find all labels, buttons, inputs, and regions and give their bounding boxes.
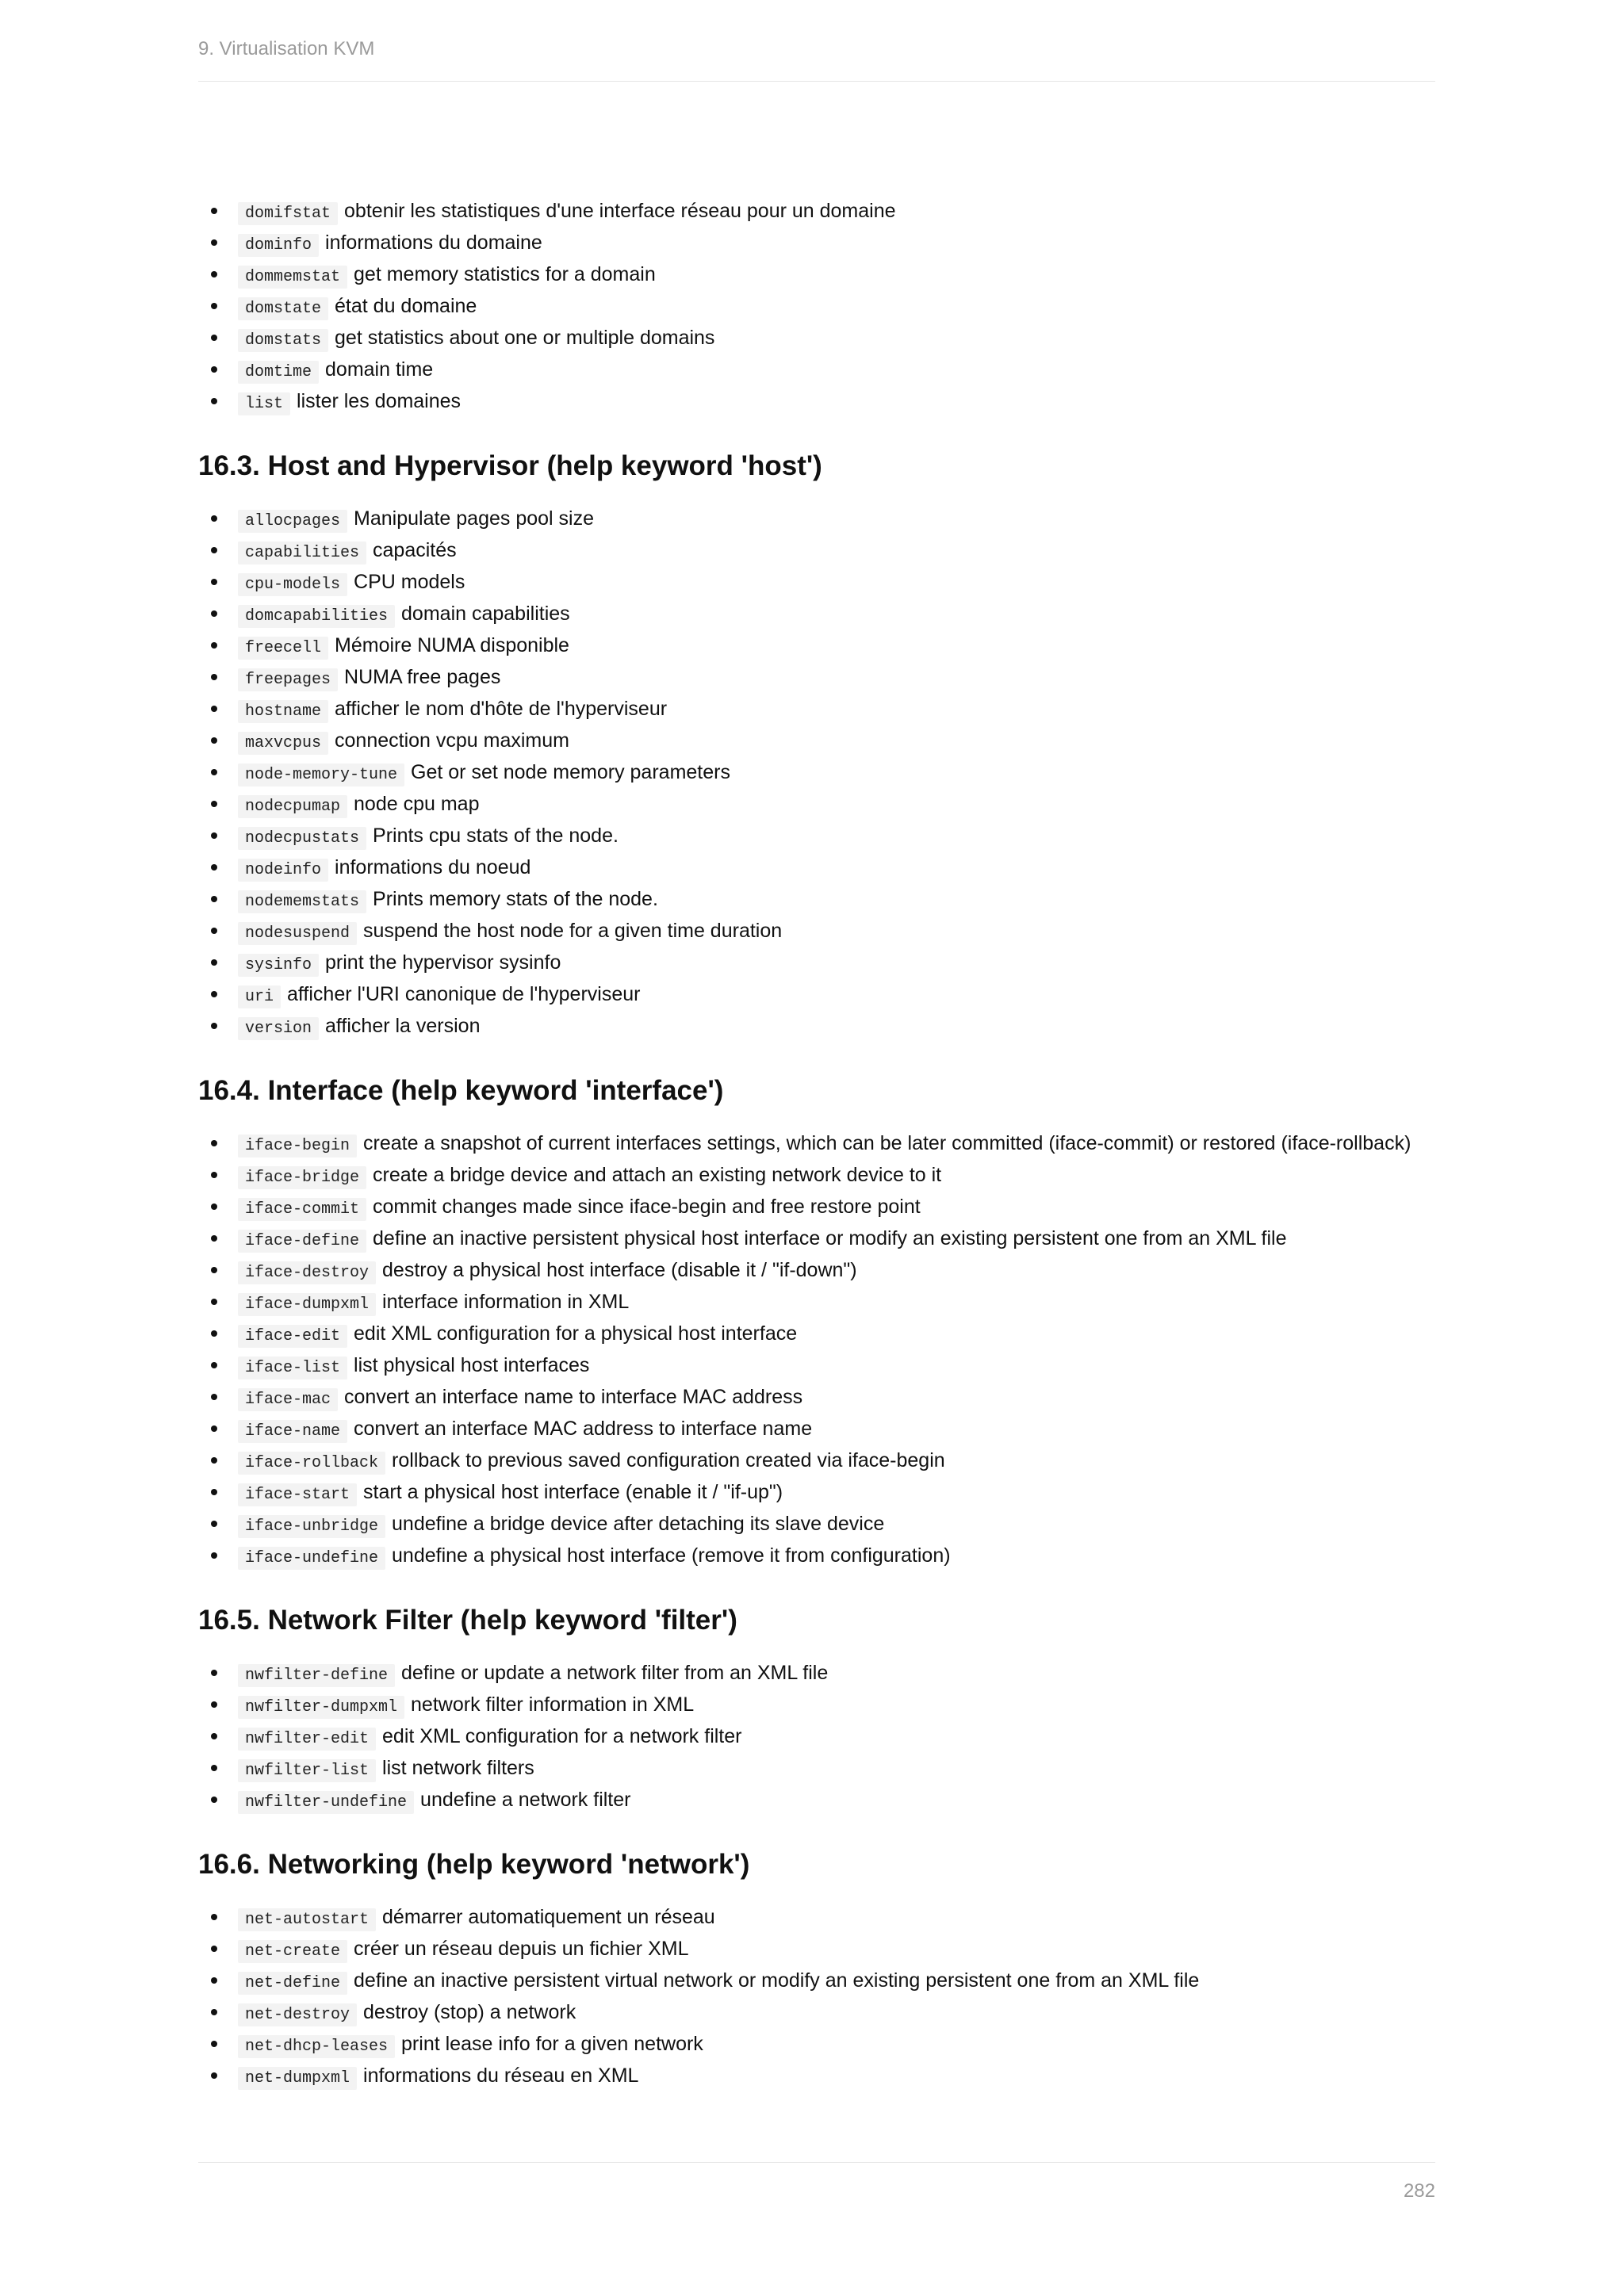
command-list [198,503,1435,1042]
command-description: lister les domaines [297,390,462,412]
list-item [198,756,1435,788]
command-name: hostname [238,700,328,723]
list-item [198,915,1435,947]
command-name: domifstat [238,202,338,225]
list-item [198,1657,1435,1689]
list-item [198,1159,1435,1191]
command-name: dominfo [238,234,319,257]
list-item [198,290,1435,322]
command-description: create a snapshot of current interfaces settings, which can be later committed (iface-commit) or restored (iface-rollback) [363,1132,1411,1154]
list-item [198,725,1435,756]
list-item [198,1286,1435,1318]
list-item [198,661,1435,693]
command-name: dommemstat [238,266,347,289]
list-item [198,1349,1435,1381]
command-name: iface-dumpxml [238,1293,376,1316]
command-name: capabilities [238,541,366,564]
command-name: iface-unbridge [238,1515,385,1538]
list-item [198,1191,1435,1223]
command-description: Mémoire NUMA disponible [335,634,569,656]
command-name: net-create [238,1940,347,1963]
command-description: afficher le nom d'hôte de l'hyperviseur [335,698,668,720]
command-name: sysinfo [238,954,319,977]
list-item [198,258,1435,290]
command-description: Get or set node memory parameters [411,761,730,783]
command-name: iface-list [238,1357,347,1380]
command-description: list network filters [382,1757,534,1779]
command-name: nodememstats [238,890,366,913]
command-description: destroy a physical host interface (disable it / "if-down") [382,1259,857,1281]
list-item [198,1318,1435,1349]
command-description: network filter information in XML [411,1693,695,1716]
command-name: nodecpumap [238,795,347,818]
document-body [198,195,1435,2091]
command-name: iface-bridge [238,1166,366,1189]
list-item [198,1689,1435,1720]
list-item [198,1445,1435,1476]
command-description: convert an interface name to interface MAC address [344,1386,803,1408]
command-name: node-memory-tune [238,763,404,786]
command-description: destroy (stop) a network [363,2001,576,2023]
list-item [198,534,1435,566]
section-heading: 16.4. Interface (help keyword 'interface') [198,1075,724,1106]
command-name: freecell [238,637,328,660]
command-description: get memory statistics for a domain [354,263,656,285]
command-description: suspend the host node for a given time duration [363,920,783,942]
command-name: maxvcpus [238,732,328,755]
command-name: iface-start [238,1483,357,1506]
list-item [198,1010,1435,1042]
list-item [198,1254,1435,1286]
command-description: informations du réseau en XML [363,2064,639,2087]
command-description: interface information in XML [382,1291,630,1313]
command-name: iface-mac [238,1388,338,1411]
command-description: connection vcpu maximum [335,729,569,752]
command-description: print the hypervisor sysinfo [325,951,561,974]
command-description: informations du noeud [335,856,531,878]
list-item [198,693,1435,725]
list-item [198,2060,1435,2091]
command-name: cpu-models [238,573,347,596]
command-name: freepages [238,668,338,691]
chapter-title: 9. Virtualisation KVM [198,38,375,59]
command-name: nodecpustats [238,827,366,850]
command-description: créer un réseau depuis un fichier XML [354,1938,689,1960]
command-description: domain capabilities [401,603,570,625]
list-item [198,1752,1435,1784]
command-description: list physical host interfaces [354,1354,590,1376]
command-description: Manipulate pages pool size [354,507,595,530]
list-item [198,788,1435,820]
command-name: uri [238,985,281,1008]
page-number: 282 [1403,2180,1435,2202]
command-name: iface-rollback [238,1452,385,1475]
list-item [198,1381,1435,1413]
command-description: undefine a physical host interface (remove it from configuration) [392,1544,951,1567]
list-item [198,1540,1435,1571]
command-description: undefine a bridge device after detaching its slave device [392,1513,885,1535]
command-name: iface-commit [238,1198,366,1221]
command-name: iface-define [238,1230,366,1253]
command-name: domcapabilities [238,605,395,628]
command-description: create a bridge device and attach an existing network device to it [373,1164,942,1186]
list-item [198,1784,1435,1816]
command-name: net-destroy [238,2003,357,2026]
command-name: domstats [238,329,328,352]
section-heading: 16.6. Networking (help keyword 'network') [198,1849,750,1880]
list-item [198,1720,1435,1752]
list-item [198,322,1435,354]
command-name: iface-destroy [238,1261,376,1284]
command-name: nwfilter-dumpxml [238,1696,404,1719]
command-name: nodesuspend [238,922,357,945]
list-item [198,1127,1435,1159]
page-header [198,36,1435,82]
command-description: start a physical host interface (enable it / "if-up") [363,1481,783,1503]
command-description: edit XML configuration for a network filter [382,1725,742,1747]
command-name: version [238,1017,319,1040]
command-name: nwfilter-edit [238,1728,376,1751]
list-item [198,598,1435,629]
list-item [198,947,1435,978]
command-description: get statistics about one or multiple domains [335,327,715,349]
list-item [198,629,1435,661]
page-footer [198,2162,1435,2210]
list-item [198,1996,1435,2028]
command-description: define or update a network filter from an XML file [401,1662,829,1684]
section-heading: 16.3. Host and Hypervisor (help keyword 'host') [198,450,822,481]
command-name: allocpages [238,510,347,533]
list-item [198,1901,1435,1933]
command-description: état du domaine [335,295,477,317]
command-description: convert an interface MAC address to interface name [354,1418,813,1440]
command-name: nodeinfo [238,859,328,882]
command-description: edit XML configuration for a physical host interface [354,1322,798,1345]
command-description: informations du domaine [325,232,542,254]
list-item [198,851,1435,883]
command-description: capacités [373,539,457,561]
command-description: obtenir les statistiques d'une interface réseau pour un domaine [344,200,896,222]
command-name: nwfilter-define [238,1664,395,1687]
list-item [198,227,1435,258]
list-item [198,1508,1435,1540]
command-list [198,195,1435,417]
command-list [198,1657,1435,1816]
list-item [198,2028,1435,2060]
list-item [198,385,1435,417]
list-item [198,354,1435,385]
command-name: net-dumpxml [238,2067,357,2090]
section-heading: 16.5. Network Filter (help keyword 'filter') [198,1605,737,1636]
command-description: undefine a network filter [420,1789,631,1811]
list-item [198,566,1435,598]
command-description: define an inactive persistent virtual network or modify an existing persistent one from an XML file [354,1969,1200,1992]
command-description: NUMA free pages [344,666,501,688]
command-description: Prints cpu stats of the node. [373,825,619,847]
list-item [198,883,1435,915]
list-item [198,195,1435,227]
list-item [198,1476,1435,1508]
command-name: iface-undefine [238,1547,385,1570]
command-description: rollback to previous saved configuration created via iface-begin [392,1449,945,1471]
command-description: démarrer automatiquement un réseau [382,1906,715,1928]
command-name: iface-name [238,1420,347,1443]
command-list [198,1901,1435,2091]
command-name: domstate [238,297,328,320]
command-description: node cpu map [354,793,480,815]
command-description: print lease info for a given network [401,2033,703,2055]
command-description: afficher l'URI canonique de l'hyperviseur [287,983,641,1005]
command-description: afficher la version [325,1015,481,1037]
command-description: CPU models [354,571,465,593]
command-description: define an inactive persistent physical host interface or modify an existing persistent one from an XML file [373,1227,1287,1249]
command-name: net-dhcp-leases [238,2035,395,2058]
command-name: nwfilter-list [238,1759,376,1782]
command-description: Prints memory stats of the node. [373,888,658,910]
command-name: nwfilter-undefine [238,1791,414,1814]
command-name: net-define [238,1972,347,1995]
command-name: iface-begin [238,1135,357,1158]
command-name: iface-edit [238,1325,347,1348]
list-item [198,503,1435,534]
list-item [198,1223,1435,1254]
command-name: net-autostart [238,1908,376,1931]
list-item [198,820,1435,851]
list-item [198,1965,1435,1996]
list-item [198,1413,1435,1445]
command-description: domain time [325,358,434,381]
list-item [198,1933,1435,1965]
command-list [198,1127,1435,1571]
command-description: commit changes made since iface-begin and free restore point [373,1196,921,1218]
command-name: list [238,392,290,415]
command-name: domtime [238,361,319,384]
list-item [198,978,1435,1010]
